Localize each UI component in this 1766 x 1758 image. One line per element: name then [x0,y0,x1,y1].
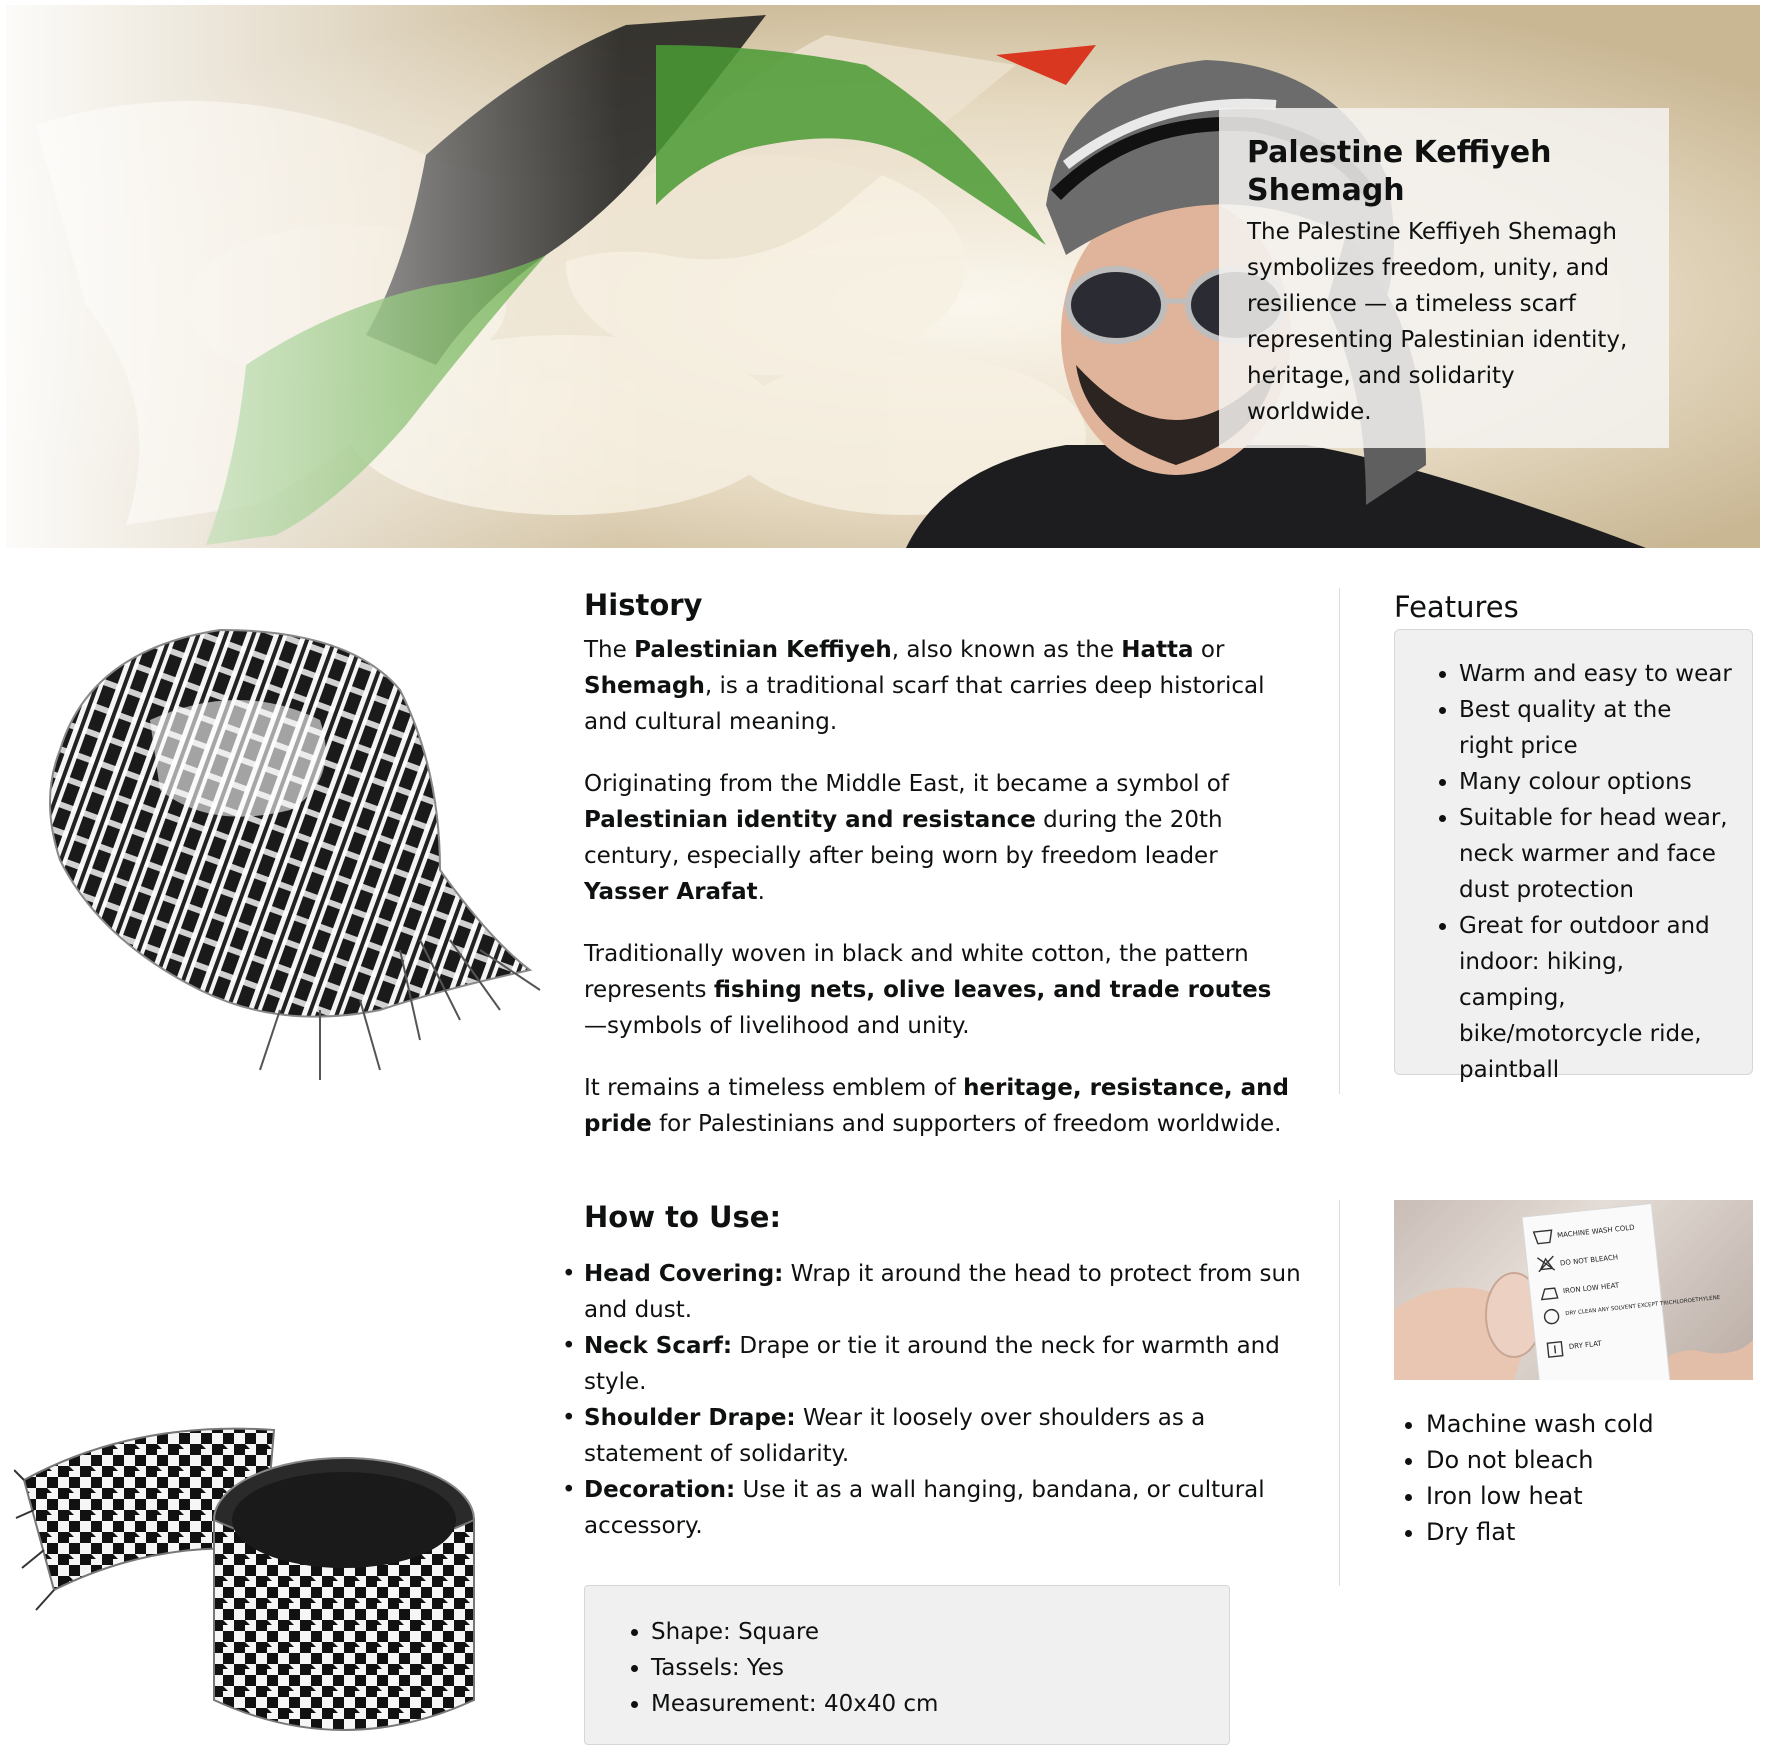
how-to-use-text: Wrap it around the head to protect from sun and dust. [584,1261,1301,1323]
column-divider [1339,588,1340,1094]
keffiyeh-rolled-image [14,1400,504,1750]
history-paragraph-3 [584,936,1294,1044]
how-to-use-item [584,1256,1314,1328]
text-run: for Palestinians and supporters of freedom worldwide. [651,1111,1282,1137]
text-run: Traditionally woven in black and white cotton, the pattern represents [584,941,1249,1003]
care-tag-line: MACHINE WASH COLD [1556,1223,1635,1240]
text-run: , also known as the [891,637,1122,663]
history-paragraph-2 [584,766,1294,910]
care-item: • Iron low heat [1426,1478,1654,1514]
how-to-use-text: Wear it loosely over shoulders as a statement of solidarity. [584,1405,1206,1467]
care-tag-line: DO NOT BLEACH [1559,1253,1619,1268]
how-to-use-label: Decoration: [584,1477,736,1503]
care-label-image [1394,1200,1753,1380]
text-run: It remains a timeless emblem of [584,1075,964,1101]
care-item: • Machine wash cold [1426,1406,1654,1442]
care-item: • Do not bleach [1426,1442,1654,1478]
care-tag-line: DRY CLEAN ANY SOLVENT EXCEPT TRICHLOROETHYLENE [1565,1294,1721,1318]
history-section [584,588,1294,1168]
bold-text: heritage, resistance, and pride [584,1075,1290,1137]
care-instructions-list [1394,1406,1654,1550]
how-to-use-section [584,1200,1314,1544]
specs-panel [584,1585,1230,1745]
text-run: The [584,637,635,663]
how-to-use-label: Shoulder Drape: [584,1405,796,1431]
features-panel [1394,629,1753,1083]
history-paragraph-1 [584,632,1294,740]
hero-title: Palestine Keffiyeh Shemagh [1247,135,1552,208]
care-tag-line: IRON LOW HEAT [1562,1281,1620,1296]
how-to-use-label: Head Covering: [584,1261,784,1287]
text-run: Originating from the Middle East, it became a symbol of [584,771,1229,797]
bold-text: fishing nets, olive leaves, and trade routes [713,977,1272,1003]
bold-text: Palestinian identity and resistance [584,807,1036,833]
how-to-use-item [584,1472,1314,1544]
care-item: • Dry flat [1426,1514,1654,1550]
feature-item: • Warm and easy to wear [1459,656,1732,692]
how-to-use-text: Use it as a wall hanging, bandana, or cultural accessory. [584,1477,1265,1539]
hero-description: The Palestine Keffiyeh Shemagh symbolizes freedom, unity, and resilience — a timeless scarf representing Palestinian identity, heritage, and solidarity worldwide. [1247,219,1628,425]
hero-banner [6,5,1760,548]
spec-item: • Shape: Square [651,1614,1209,1650]
text-run: . [757,879,765,905]
column-divider [1339,1200,1340,1586]
specs-list [585,1586,1229,1722]
how-to-use-item [584,1328,1314,1400]
features-list [1395,630,1752,1088]
how-to-use-list [584,1256,1314,1544]
bold-text: Shemagh [584,673,705,699]
hero-text-card [1219,108,1669,448]
keffiyeh-scarf-image [20,610,550,1090]
how-to-use-text: Drape or tie it around the neck for warmth and style. [584,1333,1280,1395]
history-heading: History [584,588,703,622]
features-heading: Features [1394,590,1519,624]
bold-text: Yasser Arafat [584,879,758,905]
spec-item: • Tassels: Yes [651,1650,1209,1686]
how-to-use-label: Neck Scarf: [584,1333,733,1359]
bold-text: Palestinian Keffiyeh [634,637,892,663]
text-run: or [1193,637,1225,663]
feature-item: • Many colour options [1459,764,1732,800]
history-paragraph-4 [584,1070,1294,1142]
how-to-use-heading: How to Use: [584,1200,782,1234]
text-run: —symbols of livelihood and unity. [584,1013,970,1039]
feature-item: • Best quality at the right price [1459,692,1732,764]
text-run: during the 20th century, especially after being worn by freedom leader [584,807,1223,869]
how-to-use-item [584,1400,1314,1472]
care-tag-line: DRY FLAT [1568,1339,1603,1351]
feature-item: • Suitable for head wear, neck warmer and face dust protection [1459,800,1732,908]
spec-item: • Measurement: 40x40 cm [651,1686,1209,1722]
bold-text: Hatta [1121,637,1194,663]
feature-item: • Great for outdoor and indoor: hiking, camping, bike/motorcycle ride, paintball [1459,908,1732,1088]
text-run: , is a traditional scarf that carries deep historical and cultural meaning. [584,673,1265,735]
